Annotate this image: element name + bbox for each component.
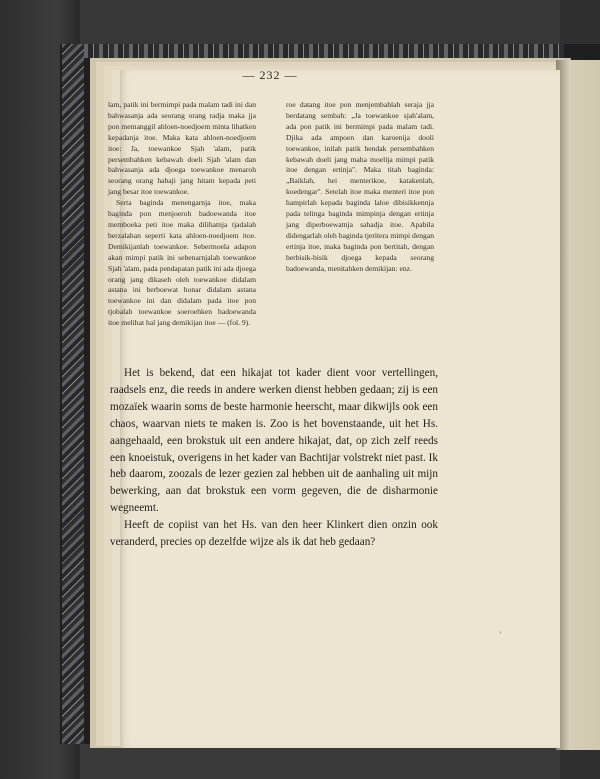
commentary-paragraph: Het is bekend, dat een hikajat tot kader dient voor vertellingen, raadsels enz, die reeds in andere werken dienst hebben gedaan; zij is een mozaïek waarin soms de beste harmonie heerscht, maar dikwijls ook een chaos, waarvan niets te maken is. Zoo is het bovenstaande, uit het Hs. aangehaald, een brokstuk uit een andere hikajat, dat, op zich zelf reeds een knoeistuk, overigens in het kader van Bachtijar volstrekt niet past. Ik heb daarom, zoozals de lezer gezien zal hebben uit de aanhaling uit mijn bewerking, aan dat brokstuk een vorm gegeven, die de disharmonie wegneemt. [110, 367, 438, 515]
right-column [286, 100, 434, 275]
left-column-paragraph: Serta baginda menengarnja itoe, maka baginda pon menjoeroh badoewanda itoe memboeka peti itoe maka dilihatnja tjadalah berzalahan seperti kata ahloen-noedjoem itoe. Demikijanlah toewankoe. Sebermoela adapon akan mimpi patik ini sebenarnjalah toewankoe Sjah 'alam, pada pendapatan patik ini ada djoega orang jang dikaseh oleh toewankoe didalam astana ini berboewat honar didalam astana toewankoe ini dan didalam pada itoe pon tjobalah toewankoe soeroehken badoewanda itoe melihat hal jang demikijan itoe — (fol. 9). [108, 198, 256, 328]
dutch-commentary [110, 365, 438, 551]
page-number: — 232 — [242, 68, 298, 82]
cover-marbled-spine [62, 44, 84, 744]
left-column-paragraph: lam, patik ini bermimpi pada malam tadi ini dan bahwasanja ada seorang orang radja maka jja pon memanggil ahloen-noedjoem minta lihatken kepadanja itoe. Maka kata ahloen-noedjoem itoe: Ja, toewankoe Sjah 'alam, patik persembahken kebawah doeli Sjah 'alam dan bahwasanja ada djoega toewankoe menaroh seorang orang habaji jang hitam kepada peti jang besar itoe toewankoe. [108, 100, 256, 197]
scan-background-top [0, 0, 600, 50]
cover-marbled-top [84, 44, 564, 58]
commentary-paragraph: Heeft de copiist van het Hs. van den heer Klinkert dien onzin ook veranderd, precies op dezelfde wijze als ik dat heb gedaan? [110, 519, 438, 549]
right-column-paragraph: roe datang itoe pon menjembahlah seraja jja berdatang sembah: „Ja toewankoe sjah'alam, ada pon patik ini bermimpi pada malam tadi. Djika ada ampoen dan karoenija dooli toewankoe, inilah patik hendak persembahken kebawah doeli jang maha moelija mimpi patik itoe dengan ertinja". Maka titah baginda: „Baiklah, hei menterikoe, katakenlah, koedengar". Setelah itoe maka menteri itoe pon hampirlah kepada baginda laloe dibisikkennja pada telinga baginda mimpinja dengan ertinja jang diperboewatnja sahadja itoe. Apabila didengarlah oleh baginda tjeritera mimpi dengan ertinja itoe, maka baginda pon bertitah, dengan berbisik-bisik djoega kepada seorang badoewanda, menitahken demikijan: enz. [286, 100, 434, 273]
left-column [108, 100, 256, 329]
facing-page-edge [556, 60, 600, 750]
stray-mark: ' [500, 630, 502, 639]
